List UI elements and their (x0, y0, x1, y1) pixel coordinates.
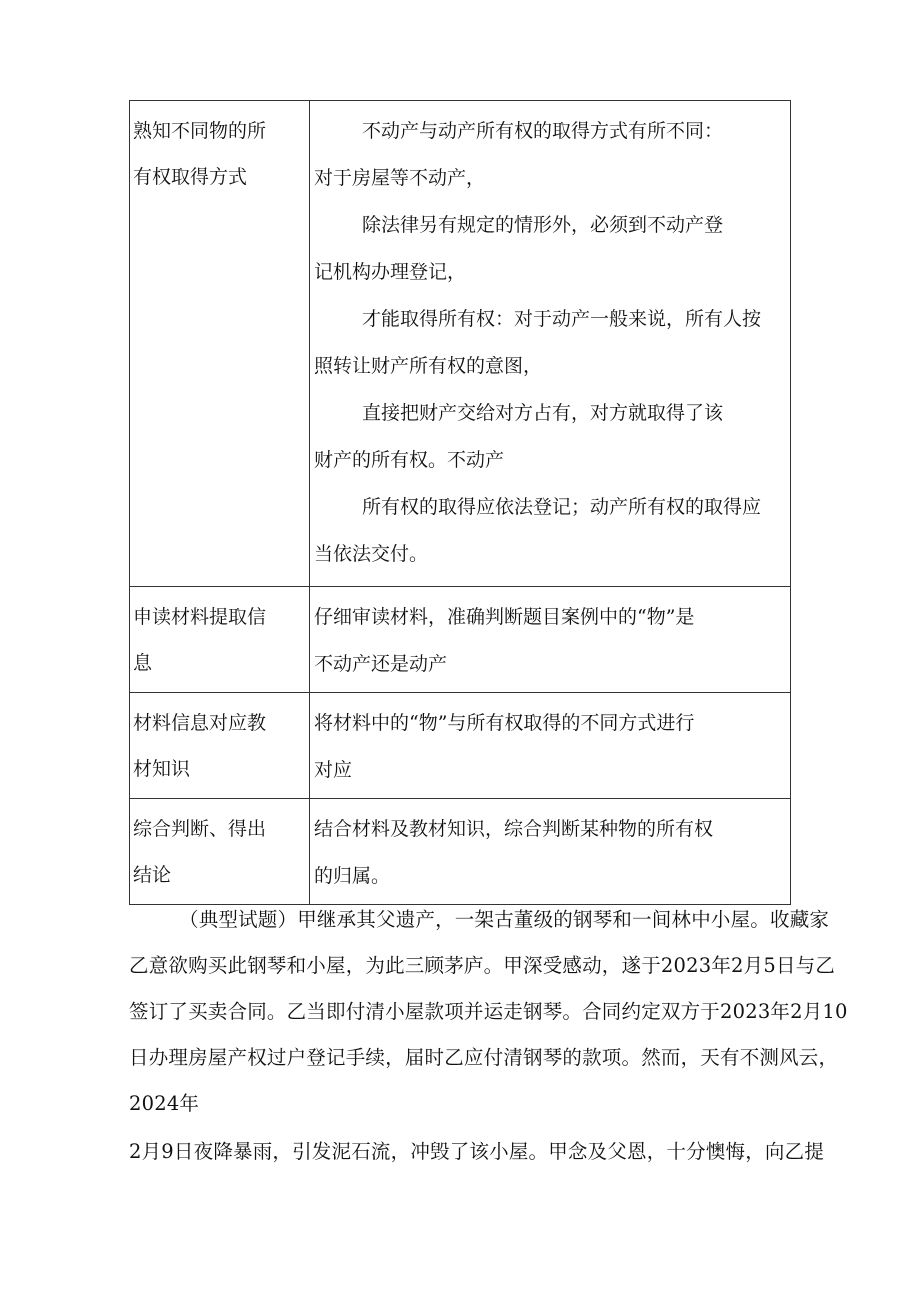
step-label-line: 有权取得方式 (133, 166, 248, 188)
paragraph-line: 2月9日夜降暴雨，引发泥石流，冲毁了该小屋。甲念及父恩，十分懊悔，向乙提 (129, 1140, 825, 1163)
step-content-cell (310, 693, 791, 799)
table-row (130, 693, 791, 799)
table-body (130, 101, 791, 905)
step-label-cell (130, 587, 310, 693)
step-content-line: 当依法交付。 (314, 543, 429, 565)
paragraph-line: 签订了买卖合同。乙当即付清小屋款项并运走钢琴。合同约定双方于2023年2月10 (129, 1000, 848, 1023)
step-content-line: 对于房屋等不动产， (314, 167, 486, 189)
step-content-line: 仔细审读材料，准确判断题目案例中的“物”是 (314, 606, 695, 628)
method-steps-table (129, 100, 791, 905)
paragraph-line: 乙意欲购买此钢琴和小屋，为此三顾茅庐。甲深受感动，遂于2023年2月5日与乙 (129, 954, 836, 977)
step-label-line: 息 (133, 652, 153, 674)
step-content-line: 所有权的取得应依法登记；动产所有权的取得应 (362, 496, 762, 518)
step-label-line: 材知识 (133, 758, 191, 780)
step-content-line: 对应 (314, 759, 353, 781)
step-content-cell (310, 799, 791, 905)
table-row (130, 587, 791, 693)
step-content-cell (310, 587, 791, 693)
step-content-line: 记机构办理登记， (314, 261, 467, 283)
step-label-line: 材料信息对应教 (133, 712, 267, 734)
table-row (130, 799, 791, 905)
step-label-line: 综合判断、得出 (133, 818, 267, 840)
step-content-line: 的归属。 (314, 865, 391, 887)
step-content-line: 不动产还是动产 (314, 653, 448, 675)
step-content-line: 才能取得所有权：对于动产一般来说，所有人按 (362, 308, 762, 330)
step-content-line: 结合材料及教材知识，综合判断某种物的所有权 (314, 818, 714, 840)
step-label-line: 申读材料提取信 (133, 606, 267, 628)
paragraph-line: （典型试题）甲继承其父遗产，一架古董级的钢琴和一间林中小屋。收藏家 (179, 908, 830, 931)
step-content-cell (310, 101, 791, 587)
step-label-cell (130, 693, 310, 799)
step-content-line: 除法律另有规定的情形外，必须到不动产登 (362, 214, 724, 236)
step-content-line: 将材料中的“物”与所有权取得的不同方式进行 (314, 712, 695, 734)
step-label-cell (130, 799, 310, 905)
step-label-line: 熟知不同物的所 (133, 120, 267, 142)
table-row (130, 101, 791, 587)
paragraph-line: 2024年 (129, 1092, 200, 1115)
paragraph-line: 日办理房屋产权过户登记手续，届时乙应付清钢琴的款项。然而，天有不测风云， (129, 1046, 839, 1069)
step-content-line: 直接把财产交给对方占有，对方就取得了该 (362, 402, 724, 424)
step-content-line: 财产的所有权。不动产 (314, 449, 505, 471)
step-label-cell (130, 101, 310, 587)
step-content-line: 不动产与动产所有权的取得方式有所不同： (362, 120, 724, 142)
example-question-paragraph (129, 897, 848, 1175)
step-label-line: 结论 (133, 864, 172, 886)
step-content-line: 照转让财产所有权的意图， (314, 355, 543, 377)
